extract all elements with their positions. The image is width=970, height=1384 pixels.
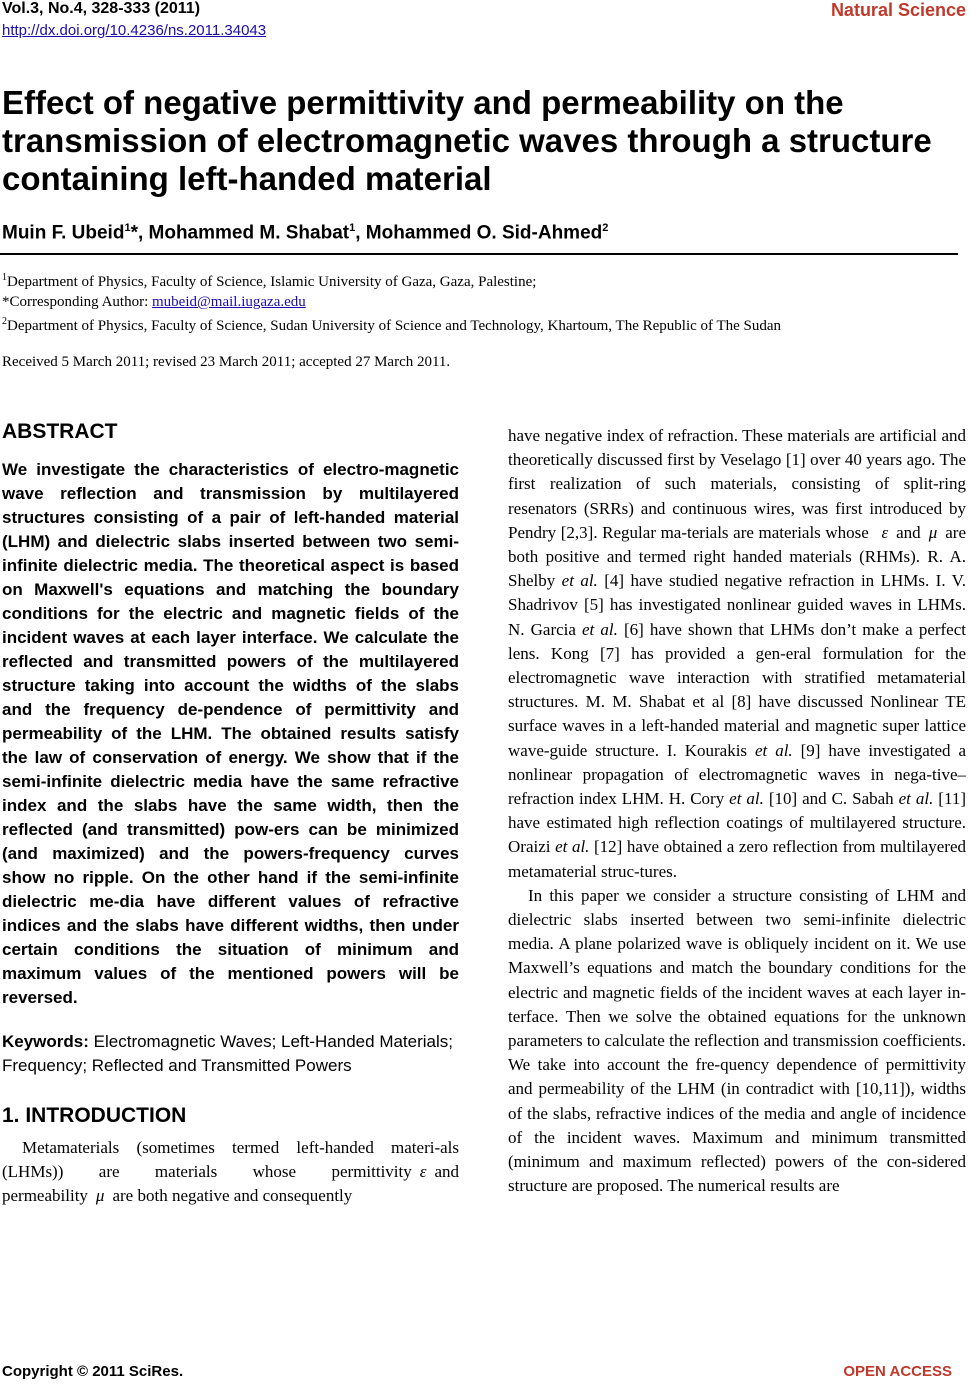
et-al: et al.: [582, 619, 618, 639]
affil-sup: 2: [2, 316, 7, 327]
intro-text: and permeability: [2, 1162, 459, 1206]
intro-text: [9] have investigated a nonlinear propagation of electromagnetic waves in nega-tive–refraction index LHM. H. Cory: [508, 740, 967, 809]
open-access-badge: OPEN ACCESS: [843, 1363, 952, 1380]
intro-text: and: [896, 522, 921, 542]
epsilon-symbol: ε: [419, 1162, 427, 1182]
intro-text: Metamaterials (sometimes termed left-handed materi-als (LHMs)) are materials whose permittivity: [2, 1138, 459, 1182]
author-name: Muin F. Ubeid: [2, 222, 125, 244]
author-name: Mohammed O. Sid-Ahmed: [365, 222, 603, 244]
intro-paragraph-1-cont: [508, 424, 966, 884]
author-affil-sup: 1: [124, 222, 131, 234]
abstract-text: We investigate the characteristics of electro-magnetic wave reflection and transmission by multilayered structures consisting of a pair of left-handed material (LHM) and dielectric slabs inserted between two semi-infinite dielectric media. The theoretical aspect is based on Maxwell's equations and matching the boundary conditions for the electric and magnetic fields of the incident waves at each layer interface. We calculate the reflected and transmitted powers of the multilayered structure taking into account the widths of the slabs and the frequency de-pendence of permittivity and permeability of the LHM. The obtained results satisfy the law of conservation of energy. We show that if the semi-infinite dielectric media have the same refractive index and the slabs have the same width, then the reflected (and transmitted) pow-ers can be minimized (and maximized) and the powers-frequency curves show no ripple. On the other hand if the semi-infinite dielectric me-dia have different values of refractive indices and the slabs have different widths, then under certain conditions the situation of minimum and maximum values of the mentioned powers will be reversed.: [2, 460, 459, 1007]
intro-paragraph-2: In this paper we consider a structure consisting of LHM and dielectric slabs inserted between two semi-infinite dielectric media. A plane polarized wave is obliquely incident on it. We use Maxwell’s equations and match the boundary conditions for the electric and magnetic fields of the incident waves at each layer in-terface. Then we solve the obtained equations for the unknown parameters to calculate the reflection and transmission coefficients. We take into account the fre-quency dependence of permittivity and permeability of the LHM (in contradict with [10,11]), widths of the slabs, refractive indices of the media and angle of incidence of the incident waves. Maximum and minimum transmitted (minimum and maximum reflected) powers of the con-sidered structure are proposed. The numerical results are: [508, 885, 966, 1196]
author-affil-sup: 1: [349, 222, 356, 234]
author-affil-sup: 2: [602, 222, 609, 234]
mu-symbol: μ: [928, 522, 938, 542]
intro-text: [6] have shown that LHMs don’t make a perfect lens. Kong [7] has provided a gen-eral formulation for the electromagnetic wave interaction with stratified metamaterial structures. M. M. Shabat et al [8] have discussed Nonlinear TE surface waves in a left-handed material and magnetic super lattice wave-guide structure. I. Kourakis: [508, 619, 967, 760]
affiliation-2: [2, 312, 781, 336]
et-al: et al.: [729, 789, 764, 809]
et-al: et al.: [898, 789, 934, 809]
intro-text: are both positive and termed right handed materials (RHMs). R. A. Shelby: [508, 522, 966, 591]
intro-text: [4] have studied negative refraction in LHMs. I. V. Shadrivov [5] has investigated nonlinear guided waves in LHMs. N. Garcia: [508, 571, 967, 639]
affil-text: Department of Physics, Faculty of Science, Islamic University of Gaza, Gaza, Palestine;: [7, 274, 537, 290]
author-name: Mohammed M. Shabat: [148, 222, 350, 244]
intro-paragraph-1-start: [2, 1136, 459, 1209]
epsilon-symbol: ε: [881, 522, 889, 542]
et-al: et al.: [561, 571, 598, 591]
paper-title: Effect of negative permittivity and permeability on the transmission of electromagnetic waves through a structure containing left-handed material: [2, 84, 932, 197]
et-al: et al.: [555, 837, 590, 857]
corresponding-author: [2, 292, 781, 312]
intro-text: are both negative and consequently: [112, 1186, 353, 1206]
introduction-heading: 1. INTRODUCTION: [2, 1104, 187, 1127]
affiliations: [2, 268, 781, 336]
affil-sup: 1: [2, 272, 7, 283]
intro-text: have negative index of refraction. These materials are artificial and theoretically discussed first by Veselago [1] over 40 years ago. The first realization of such materials, consisting of split-ring resenators (SRRs) and continuous wires, was first introduced by Pendry [2,3]. Regular ma-terials are materials whose: [508, 426, 966, 542]
keywords: [2, 1030, 459, 1078]
author-separator: *,: [130, 222, 149, 244]
right-column: [508, 424, 966, 1199]
intro-text: [11] have estimated high reflection coatings of multilayered structure. Oraizi: [508, 789, 966, 857]
keywords-label: Keywords:: [2, 1032, 89, 1051]
abstract-heading: ABSTRACT: [2, 420, 118, 443]
author-separator: ,: [355, 222, 366, 244]
journal-name: Natural Science: [830, 0, 966, 20]
doi-link[interactable]: http://dx.doi.org/10.4236/ns.2011.34043: [2, 22, 267, 39]
copyright-footer: Copyright © 2011 SciRes.: [2, 1363, 184, 1380]
intro-text: [10] and C. Sabah: [768, 789, 894, 809]
corresponding-label: *Corresponding Author:: [2, 294, 152, 310]
email-link[interactable]: mubeid@mail.iugaza.edu: [152, 294, 306, 310]
author-divider: [0, 253, 958, 255]
affiliation-1: [2, 268, 781, 292]
left-column: [2, 420, 459, 1209]
keywords-text: Electromagnetic Waves; Left-Handed Materials; Frequency; Reflected and Transmitted Powers: [2, 1032, 454, 1075]
journal-volume-line: Vol.3, No.4, 328-333 (2011): [2, 0, 201, 17]
author-list: [2, 222, 608, 244]
et-al: et al.: [755, 740, 793, 760]
mu-symbol: μ: [95, 1186, 105, 1206]
received-dates: Received 5 March 2011; revised 23 March 2011; accepted 27 March 2011.: [2, 354, 451, 370]
intro-text: [12] have obtained a zero reflection from multilayered metamaterial struc-tures.: [508, 837, 966, 881]
affil-text: Department of Physics, Faculty of Science, Sudan University of Science and Technology, Khartoum, The Republic of The Sudan: [7, 318, 782, 334]
